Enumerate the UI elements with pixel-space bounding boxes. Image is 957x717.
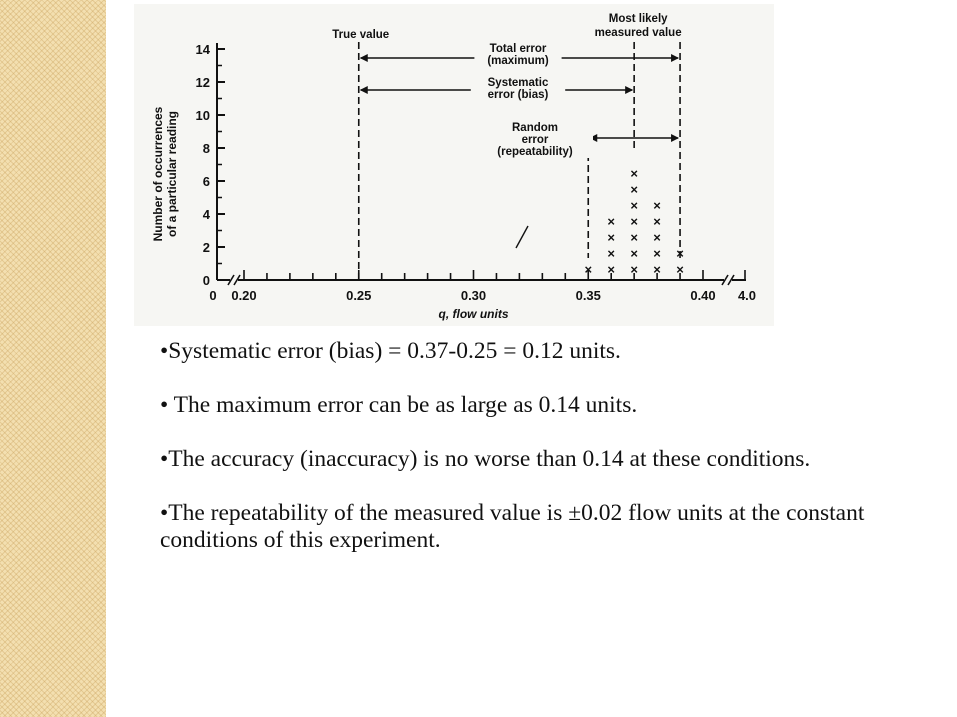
data-point-marker: ×	[584, 262, 593, 277]
x-tick-label: 0	[209, 288, 217, 303]
y-tick-label: 0	[202, 273, 210, 288]
y-tick-label: 12	[195, 75, 210, 90]
data-point-marker: ×	[607, 214, 615, 229]
x-tick-label: 0.35	[575, 288, 601, 303]
data-point-marker: ×	[630, 230, 638, 245]
data-point-marker: ×	[607, 262, 615, 277]
data-point-marker: ×	[630, 214, 638, 229]
y-tick-label: 6	[202, 174, 210, 189]
x-tick-label: 0.20	[231, 288, 257, 303]
y-tick-label: 2	[202, 240, 210, 255]
decorative-side-strip	[0, 0, 106, 717]
y-axis-label-line-2: of a particular reading	[165, 110, 179, 238]
random-error-label-line: (repeatability)	[497, 146, 573, 158]
bullet-maximum-error: • The maximum error can be as large as 0.14 units.	[160, 392, 638, 418]
bullet-accuracy: •The accuracy (inaccuracy) is no worse than 0.14 at these conditions.	[160, 446, 811, 472]
data-point-marker: ×	[607, 246, 615, 261]
bullet-repeatability: •The repeatability of the measured value is ±0.02 flow units at the constant conditions of this experiment.	[160, 500, 865, 553]
y-tick-label: 14	[195, 42, 210, 57]
data-point-marker: ×	[676, 246, 684, 261]
data-point-marker: ×	[630, 166, 638, 181]
data-point-marker: ×	[630, 182, 638, 197]
x-axis-label: q, flow units	[438, 307, 509, 321]
most-likely-label-line: Most likely	[608, 13, 668, 25]
data-point-marker: ×	[676, 262, 684, 277]
systematic-error-label-line: error (bias)	[487, 89, 549, 101]
error-distribution-chart	[134, 4, 774, 326]
data-point-marker: ×	[630, 262, 638, 277]
explanation-list	[160, 338, 880, 581]
systematic-error-label-line: Systematic	[487, 77, 549, 89]
y-tick-label: 10	[195, 108, 210, 123]
data-point-marker: ×	[607, 230, 615, 245]
scan-stray-mark	[516, 226, 528, 248]
total-error-label-line: (maximum)	[487, 55, 549, 67]
data-point-marker: ×	[630, 198, 638, 213]
data-point-marker: ×	[653, 198, 661, 213]
data-point-marker: ×	[630, 246, 638, 261]
random-error-label-line: Random	[512, 122, 558, 134]
random-error-label-line: error	[521, 134, 549, 146]
bullet-systematic-error: •Systematic error (bias) = 0.37-0.25 = 0.12 units.	[160, 338, 621, 364]
true-value-label: True value	[332, 29, 390, 41]
data-point-marker: ×	[653, 230, 661, 245]
y-tick-label: 8	[202, 141, 210, 156]
most-likely-label-line: measured value	[594, 27, 682, 39]
x-tick-label: 4.0	[737, 288, 757, 303]
data-point-marker: ×	[653, 262, 661, 277]
x-tick-label: 0.40	[690, 288, 716, 303]
x-tick-label: 0.30	[460, 288, 487, 303]
x-tick-label: 0.25	[346, 288, 372, 303]
y-axis-label-line-1: Number of occurrences	[151, 106, 165, 242]
y-tick-label: 4	[202, 207, 210, 222]
data-point-marker: ×	[653, 214, 661, 229]
total-error-label-line: Total error	[489, 43, 547, 55]
error-distribution-figure	[134, 4, 774, 326]
data-point-marker: ×	[653, 246, 661, 261]
